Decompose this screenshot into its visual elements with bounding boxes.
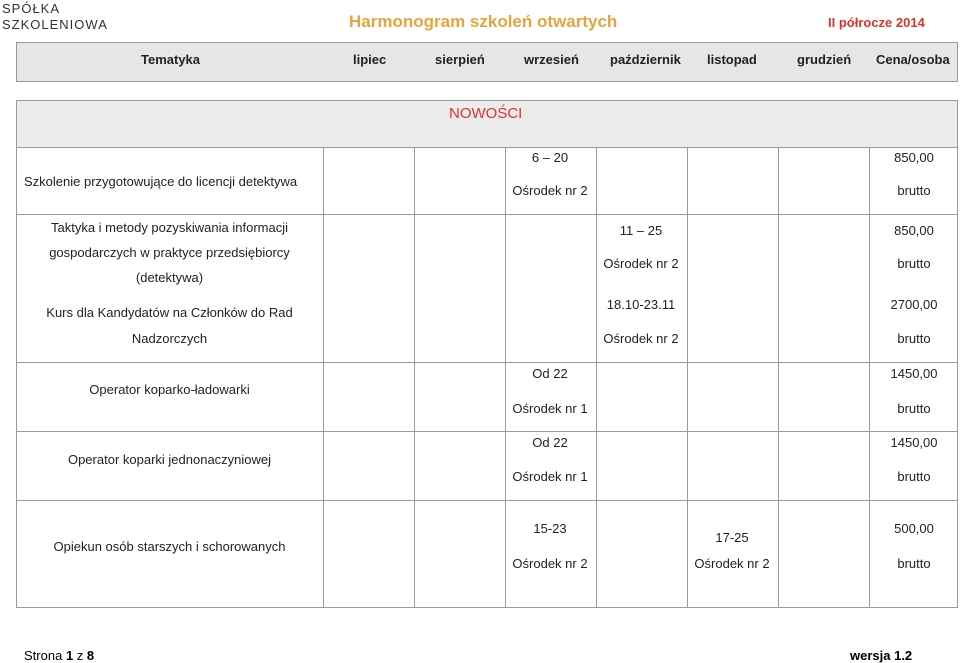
row3-place: Ośrodek nr 2 xyxy=(603,331,679,346)
row6-place-november: Ośrodek nr 2 xyxy=(694,556,770,571)
row2-place: Ośrodek nr 2 xyxy=(603,256,679,271)
header-december: grudzień xyxy=(797,52,852,67)
row6-date-september: 15-23 xyxy=(533,521,567,536)
row3-topic-line1: Kurs dla Kandydatów na Członków do Rad xyxy=(46,305,293,320)
row-sep-3 xyxy=(16,431,958,432)
row3-vat: brutto xyxy=(897,331,931,346)
company-logo xyxy=(0,0,110,36)
row1-price: 850,00 xyxy=(894,150,934,165)
document-period: II półrocze 2014 xyxy=(828,15,925,30)
row-sep-1 xyxy=(16,214,958,215)
page-number xyxy=(24,648,94,663)
document-title: Harmonogram szkoleń otwartych xyxy=(349,12,618,31)
row3-price: 2700,00 xyxy=(890,297,938,312)
row4-vat: brutto xyxy=(897,401,931,416)
row1-place: Ośrodek nr 2 xyxy=(512,183,588,198)
row2-date: 11 – 25 xyxy=(619,223,663,238)
row2-topic-line2: gospodarczych w praktyce przedsiębiorcy xyxy=(49,245,290,260)
row4-topic: Operator koparko-ładowarki xyxy=(89,382,250,397)
row1-date: 6 – 20 xyxy=(531,150,569,165)
row3-topic-line2: Nadzorczych xyxy=(131,331,208,346)
border-bottom xyxy=(16,607,958,608)
row4-place: Ośrodek nr 1 xyxy=(512,401,588,416)
col-sep-6 xyxy=(778,148,779,608)
row2-price: 850,00 xyxy=(894,223,934,238)
logo-line-1: SPÓŁKA xyxy=(2,1,61,16)
col-sep-1 xyxy=(323,148,324,608)
row6-place-september: Ośrodek nr 2 xyxy=(512,556,588,571)
row5-vat: brutto xyxy=(897,469,931,484)
row6-vat: brutto xyxy=(897,556,931,571)
row1-topic: Szkolenie przygotowujące do licencji detektywa xyxy=(24,174,298,189)
row6-topic: Opiekun osób starszych i schorowanych xyxy=(53,539,286,554)
header-july: lipiec xyxy=(353,52,387,67)
row-sep-2 xyxy=(16,362,958,363)
logo-line-2: SZKOLENIOWA xyxy=(2,17,108,32)
schedule-table xyxy=(16,42,958,608)
col-sep-2 xyxy=(414,148,415,608)
row4-price: 1450,00 xyxy=(890,366,938,381)
col-sep-4 xyxy=(596,148,597,608)
header-september: wrzesień xyxy=(524,52,579,67)
row2-topic-line1: Taktyka i metody pozyskiwania informacji xyxy=(51,220,288,235)
header-topic: Tematyka xyxy=(141,52,201,67)
header-price: Cena/osoba xyxy=(876,52,950,67)
row4-date: Od 22 xyxy=(532,366,568,381)
row5-topic: Operator koparki jednonaczyniowej xyxy=(67,452,272,467)
page-label: Strona xyxy=(24,648,63,663)
page-of: z xyxy=(76,648,84,663)
row2-vat: brutto xyxy=(897,256,931,271)
header-october: październik xyxy=(610,52,681,67)
header-august: sierpień xyxy=(435,52,485,67)
header-november: listopad xyxy=(707,52,757,67)
row1-vat: brutto xyxy=(897,183,931,198)
row6-date-november: 17-25 xyxy=(715,530,749,545)
row-sep-4 xyxy=(16,500,958,501)
section-title: NOWOŚCI xyxy=(449,105,523,122)
version-label: wersja 1.2 xyxy=(850,648,913,663)
row5-price: 1450,00 xyxy=(890,435,938,450)
row5-place: Ośrodek nr 1 xyxy=(512,469,588,484)
row3-date: 18.10-23.11 xyxy=(606,297,676,312)
row6-price: 500,00 xyxy=(894,521,934,536)
row2-topic-line3: (detektywa) xyxy=(135,270,204,285)
page-total: 8 xyxy=(86,648,95,663)
row5-date: Od 22 xyxy=(532,435,568,450)
page-current: 1 xyxy=(65,648,74,663)
